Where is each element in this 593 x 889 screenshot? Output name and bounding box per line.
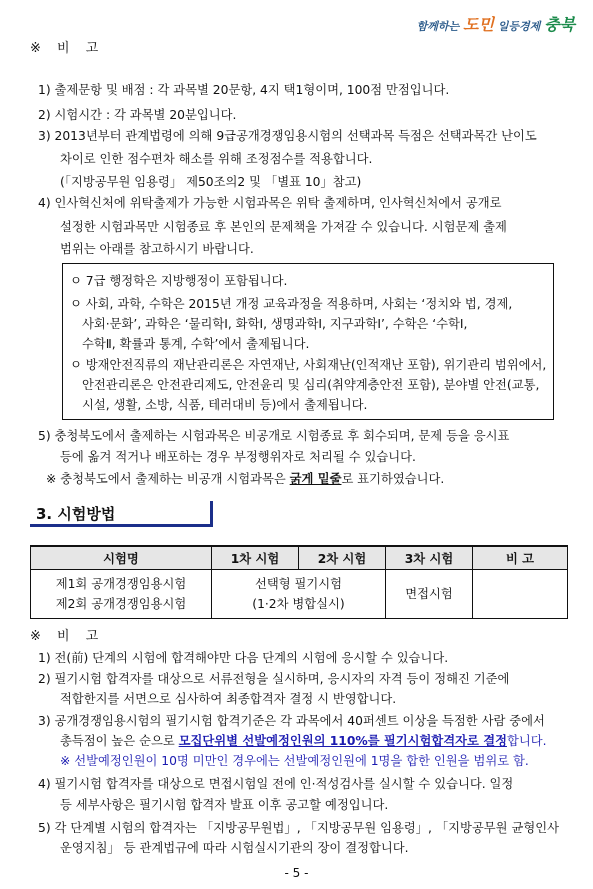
table-header: 비 고 — [473, 546, 568, 570]
note-header: ※ 비 고 — [30, 629, 105, 644]
box-line: 사회·문화’, 과학은 ‘물리학Ⅰ, 화학Ⅰ, 생명과학Ⅰ, 지구과학Ⅰ’, 수학은 ‘수학Ⅰ, — [82, 317, 468, 331]
box-line: 안전관리론은 안전관리제도, 안전윤리 및 심리(취약계층안전 포함), 분야별 안전(교통, — [82, 378, 540, 392]
interview-cell: 면접시험 — [386, 570, 473, 619]
note-item: 등에 옮겨 적거나 배포하는 경우 부정행위자로 처리될 수 있습니다. — [60, 450, 416, 464]
note-item: (「지방공무원 임용령」 제50조의2 및 「별표 10」참고) — [60, 175, 362, 189]
box-line: ㅇ 7급 행정학은 지방행정이 포함됩니다. — [70, 274, 288, 288]
note-item: 차이로 인한 점수편차 해소를 위해 조정점수를 적용합니다. — [60, 152, 373, 166]
remark-cell — [473, 570, 568, 619]
note-item: 운영지침」 등 관계법규에 따라 시험실시기관의 장이 결정합니다. — [60, 841, 409, 855]
note-item: 범위는 아래를 참고하시기 바랍니다. — [60, 242, 254, 256]
note-item: 5) 충청북도에서 출제하는 시험과목은 비공개로 시험종료 후 회수되며, 문제 등을 응시표 — [38, 429, 510, 443]
emphasis-text: 모집단위별 선발예정인원의 110%를 필기시험합격자로 결정 — [178, 734, 507, 748]
exam-method-table — [30, 545, 568, 619]
note-item: 2) 필기시험 합격자를 대상으로 서류전형을 실시하며, 응시자의 자격 등이 정해진 기준에 — [38, 672, 510, 686]
table-header: 시험명 — [31, 546, 212, 570]
emphasis-text: 굵게 밑줄 — [289, 472, 342, 486]
note-item: 3) 2013년부터 관계법령에 의해 9급공개경쟁임용시험의 선택과목 득점은 선택과목간 난이도 — [38, 129, 537, 143]
table-header-row — [31, 546, 568, 570]
note-item: 총득점이 높은 순으로 모집단위별 선발예정인원의 110%를 필기시험합격자로 결정합니다. — [60, 734, 547, 748]
table-row — [31, 570, 568, 619]
written-exam-cell: 선택형 필기시험 (1·2차 병합실시) — [212, 570, 386, 619]
note-item: 4) 필기시험 합격자를 대상으로 면접시험일 전에 인·적성검사를 실시할 수 있습니다. 일정 — [38, 777, 514, 791]
box-line: ㅇ 사회, 과학, 수학은 2015년 개정 교육과정을 적용하며, 사회는 ‘정치와 법, 경제, — [70, 297, 513, 311]
note-item: 1) 전(前) 단계의 시험에 합격해야만 다음 단계의 시험에 응시할 수 있습니다. — [38, 651, 449, 665]
note-item: 적합한지를 서면으로 심사하여 최종합격자 결정 시 반영합니다. — [60, 692, 397, 706]
note-item: 등 세부사항은 필기시험 합격자 발표 이후 공고할 예정입니다. — [60, 798, 389, 812]
slogan-logo: 함께하는 도민 일등경제 충북 — [416, 15, 575, 34]
table-header: 2차 시험 — [299, 546, 386, 570]
section-title: 3. 시험방법 — [30, 501, 213, 527]
note-item: 4) 인사혁신처에 위탁출제가 가능한 시험과목은 위탁 출제하며, 인사혁신처에서 공개로 — [38, 196, 502, 210]
table-header: 1차 시험 — [212, 546, 299, 570]
note-item: 2) 시험시간 : 각 과목별 20분입니다. — [38, 108, 237, 122]
table-header: 3차 시험 — [386, 546, 473, 570]
page-number: - 5 - — [284, 866, 309, 880]
box-line: 수학Ⅱ, 확률과 통계, 수학’에서 출제됩니다. — [82, 337, 310, 351]
note-header: ※ 비 고 — [30, 41, 105, 56]
exam-name-cell: 제1회 공개경쟁임용시험 제2회 공개경쟁임용시험 — [31, 570, 212, 619]
box-line: ㅇ 방재안전직류의 재난관리론은 자연재난, 사회재난(인적재난 포함), 위기관리 범위에서, — [70, 358, 547, 372]
box-line: 시설, 생활, 소방, 식품, 테러대비 등)에서 출제됩니다. — [82, 398, 368, 412]
note-star: ※ 충청북도에서 출제하는 비공개 시험과목은 굵게 밑줄로 표기하였습니다. — [46, 472, 445, 486]
note-item: 1) 출제문항 및 배점 : 각 과목별 20문항, 4지 택1형이며, 100점 만점입니다. — [38, 83, 450, 97]
note-item: 5) 각 단계별 시험의 합격자는 「지방공무원법」, 「지방공무원 임용령」, 「지방공무원 균형인사 — [38, 821, 559, 835]
note-item: 설정한 시험과목만 시험종료 후 본인의 문제책을 가져갈 수 있습니다. 시험문제 출제 — [60, 220, 507, 234]
note-item: ※ 선발예정인원이 10명 미만인 경우에는 선발예정인원에 1명을 합한 인원을 범위로 함. — [60, 754, 529, 768]
note-item: 3) 공개경쟁임용시험의 필기시험 합격기준은 각 과목에서 40퍼센트 이상을 득점한 사람 중에서 — [38, 714, 545, 728]
